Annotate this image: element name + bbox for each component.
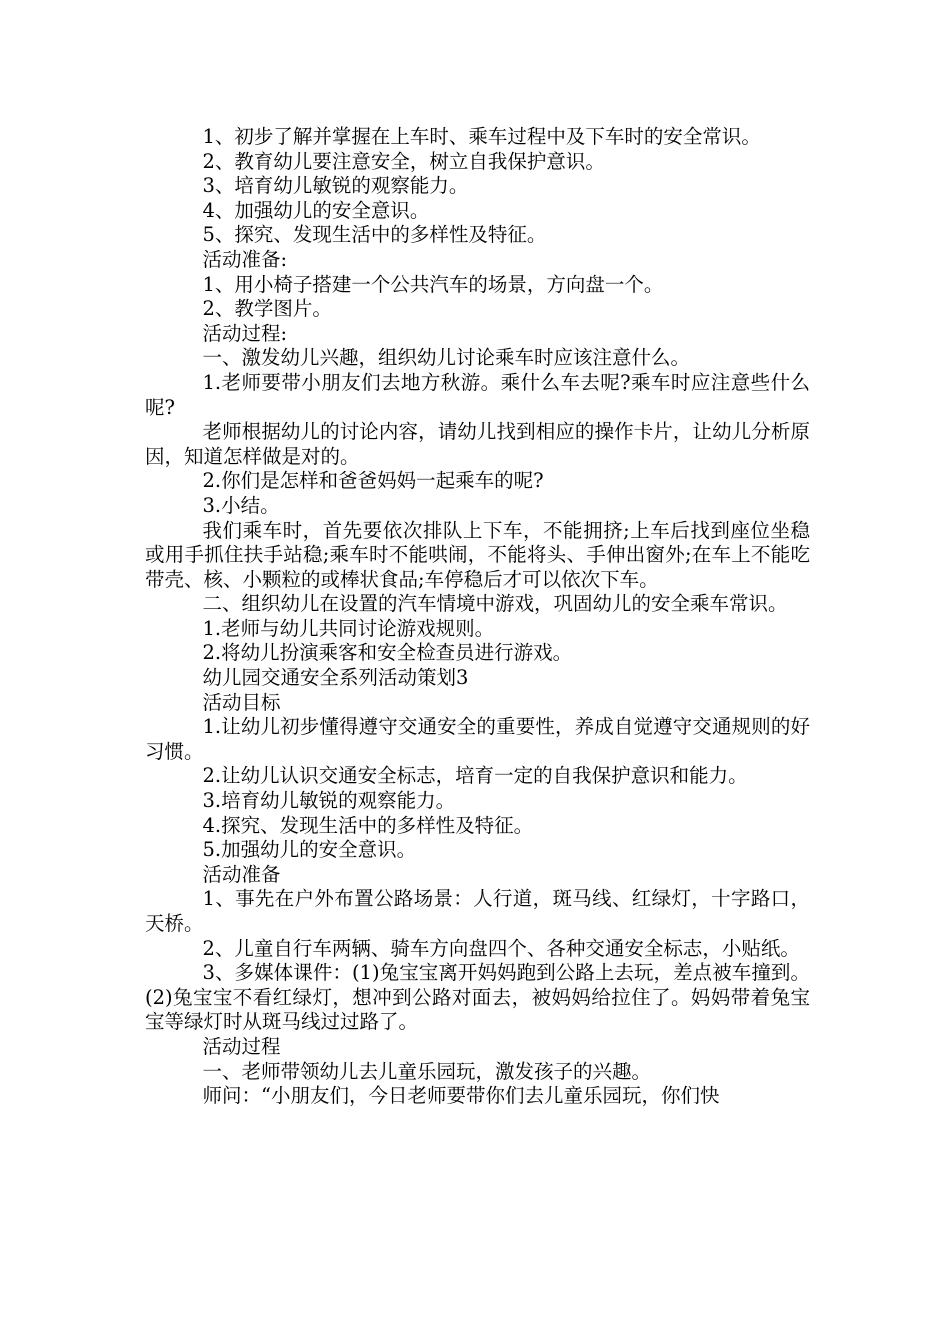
section-heading: 活动准备: <box>202 247 288 271</box>
paragraph: 5.加强幼儿的安全意识。 <box>202 838 417 862</box>
section-heading: 活动过程 <box>202 1034 281 1058</box>
paragraph: 2.让幼儿认识交通安全标志，培育一定的自我保护意识和能力。 <box>202 764 748 788</box>
document-body <box>145 125 810 1109</box>
paragraph: 1、用小椅子搭建一个公共汽车的场景，方向盘一个。 <box>202 272 664 296</box>
paragraph: 1、初步了解并掌握在上车时、乘车过程中及下车时的安全常识。 <box>202 125 761 148</box>
paragraph: 2.将幼儿扮演乘客和安全检查员进行游戏。 <box>202 641 573 665</box>
paragraph: 一、激发幼儿兴趣，组织幼儿讨论乘车时应该注意什么。 <box>202 346 691 370</box>
paragraph: 3.小结。 <box>202 493 280 517</box>
paragraph: 5、探究、发现生活中的多样性及特征。 <box>202 223 547 247</box>
paragraph: 1.老师与幼儿共同讨论游戏规则。 <box>202 616 495 640</box>
section-heading: 活动过程: <box>202 321 288 345</box>
paragraph: 我们乘车时，首先要依次排队上下车，不能拥挤;上车后找到座位坐稳或用手抓住扶手站稳;乘车时不能哄闹，不能将头、手伸出窗外;在车上不能吃带壳、核、小颗粒的或棒状食品;车停稳后才可以依次下车。 <box>145 518 810 591</box>
paragraph: 3.培育幼儿敏锐的观察能力。 <box>202 789 456 813</box>
paragraph: 4.探究、发现生活中的多样性及特征。 <box>202 813 534 837</box>
paragraph: 1、事先在户外布置公路场景：人行道，斑马线、红绿灯，十字路口，天桥。 <box>145 887 810 935</box>
paragraph: 1.老师要带小朋友们去地方秋游。乘什么车去呢?乘车时应注意些什么呢? <box>145 370 810 419</box>
section-title: 幼儿园交通安全系列活动策划3 <box>202 666 469 690</box>
paragraph: 一、老师带领幼儿去儿童乐园玩，激发孩子的兴趣。 <box>202 1059 652 1083</box>
paragraph: 2、儿童自行车两辆、骑车方向盘四个、各种交通安全标志，小贴纸。 <box>202 936 800 960</box>
paragraph: 4、加强幼儿的安全意识。 <box>202 198 430 222</box>
paragraph: 2、教育幼儿要注意安全，树立自我保护意识。 <box>202 149 605 173</box>
paragraph: 师问：“小朋友们，今日老师要带你们去儿童乐园玩，你们快 <box>202 1084 720 1108</box>
paragraph: 1.让幼儿初步懂得遵守交通安全的重要性，养成自觉遵守交通规则的好习惯。 <box>145 715 810 763</box>
paragraph: 3、培育幼儿敏锐的观察能力。 <box>202 174 469 198</box>
paragraph: 2、教学图片。 <box>202 297 332 321</box>
paragraph: 老师根据幼儿的讨论内容，请幼儿找到相应的操作卡片，让幼儿分析原因，知道怎样做是对的。 <box>145 420 810 468</box>
paragraph: 3、多媒体课件：(1)兔宝宝离开妈妈跑到公路上去玩，差点被车撞到。(2)兔宝宝不看红绿灯，想冲到公路对面去，被妈妈给拉住了。妈妈带着兔宝宝等绿灯时从斑马线过过路了。 <box>145 961 810 1034</box>
paragraph: 2.你们是怎样和爸爸妈妈一起乘车的呢? <box>202 469 544 493</box>
section-heading: 活动准备 <box>202 862 281 886</box>
section-heading: 活动目标 <box>202 690 281 714</box>
paragraph: 二、组织幼儿在设置的汽车情境中游戏，巩固幼儿的安全乘车常识。 <box>202 592 788 616</box>
